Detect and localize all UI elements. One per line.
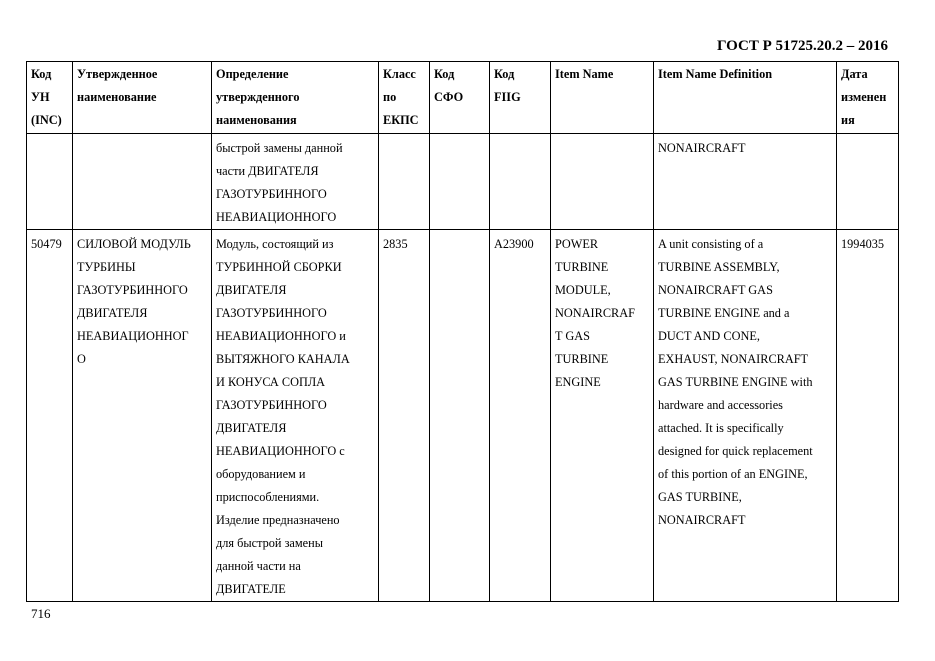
column-header-item-name-definition: Item Name Definition (654, 62, 837, 134)
cell-item-name-definition: NONAIRCRAFT (654, 134, 837, 230)
column-header-inc: Код УН (INC) (27, 62, 73, 134)
item-name-registry-table (26, 61, 899, 602)
cell-ekps-class (379, 134, 430, 230)
cell-item-name: POWER TURBINE MODULE, NONAIRCRAF T GAS TURBINE ENGINE (551, 230, 654, 602)
cell-sfo-code (430, 134, 490, 230)
cell-inc (27, 134, 73, 230)
cell-fiig-code (490, 134, 551, 230)
column-header-change-date: Дата изменен ия (837, 62, 899, 134)
document-standard-code: ГОСТ Р 51725.20.2 – 2016 (716, 38, 888, 54)
cell-ekps-class: 2835 (379, 230, 430, 602)
cell-item-name-definition: A unit consisting of a TURBINE ASSEMBLY, NONAIRCRAFT GAS TURBINE ENGINE and a DUCT AND CONE, EXHAUST, NONAIRCRAFT GAS TURBINE ENGINE with hardware and accessories attached. It is specifically designed for quick replacement of this portion of an ENGINE, GAS TURBINE, NONAIRCRAFT (654, 230, 837, 602)
cell-item-name (551, 134, 654, 230)
cell-inc: 50479 (27, 230, 73, 602)
table-row (27, 230, 899, 602)
cell-definition: быстрой замены данной части ДВИГАТЕЛЯ ГАЗОТУРБИННОГО НЕАВИАЦИОННОГО (212, 134, 379, 230)
cell-approved-name: СИЛОВОЙ МОДУЛЬ ТУРБИНЫ ГАЗОТУРБИННОГО ДВИГАТЕЛЯ НЕАВИАЦИОННОГ О (73, 230, 212, 602)
table-row (27, 134, 899, 230)
cell-approved-name (73, 134, 212, 230)
cell-sfo-code (430, 230, 490, 602)
column-header-approved-name: Утвержденное наименование (73, 62, 212, 134)
column-header-sfo-code: Код СФО (430, 62, 490, 134)
column-header-definition: Определение утвержденного наименования (212, 62, 379, 134)
cell-change-date (837, 134, 899, 230)
cell-definition: Модуль, состоящий из ТУРБИННОЙ СБОРКИ ДВИГАТЕЛЯ ГАЗОТУРБИННОГО НЕАВИАЦИОННОГО и ВЫТЯЖНОГО КАНАЛА И КОНУСА СОПЛА ГАЗОТУРБИННОГО ДВИГАТЕЛЯ НЕАВИАЦИОННОГО с оборудованием и приспособлениями. Изделие предназначено для быстрой замены данной части на ДВИГАТЕЛЕ (212, 230, 379, 602)
column-header-ekps-class: Класс по ЕКПС (379, 62, 430, 134)
cell-fiig-code: A23900 (490, 230, 551, 602)
cell-change-date: 1994035 (837, 230, 899, 602)
column-header-item-name: Item Name (551, 62, 654, 134)
table-header-row (27, 62, 899, 134)
column-header-fiig-code: Код FIIG (490, 62, 551, 134)
page-number: 716 (31, 606, 51, 621)
